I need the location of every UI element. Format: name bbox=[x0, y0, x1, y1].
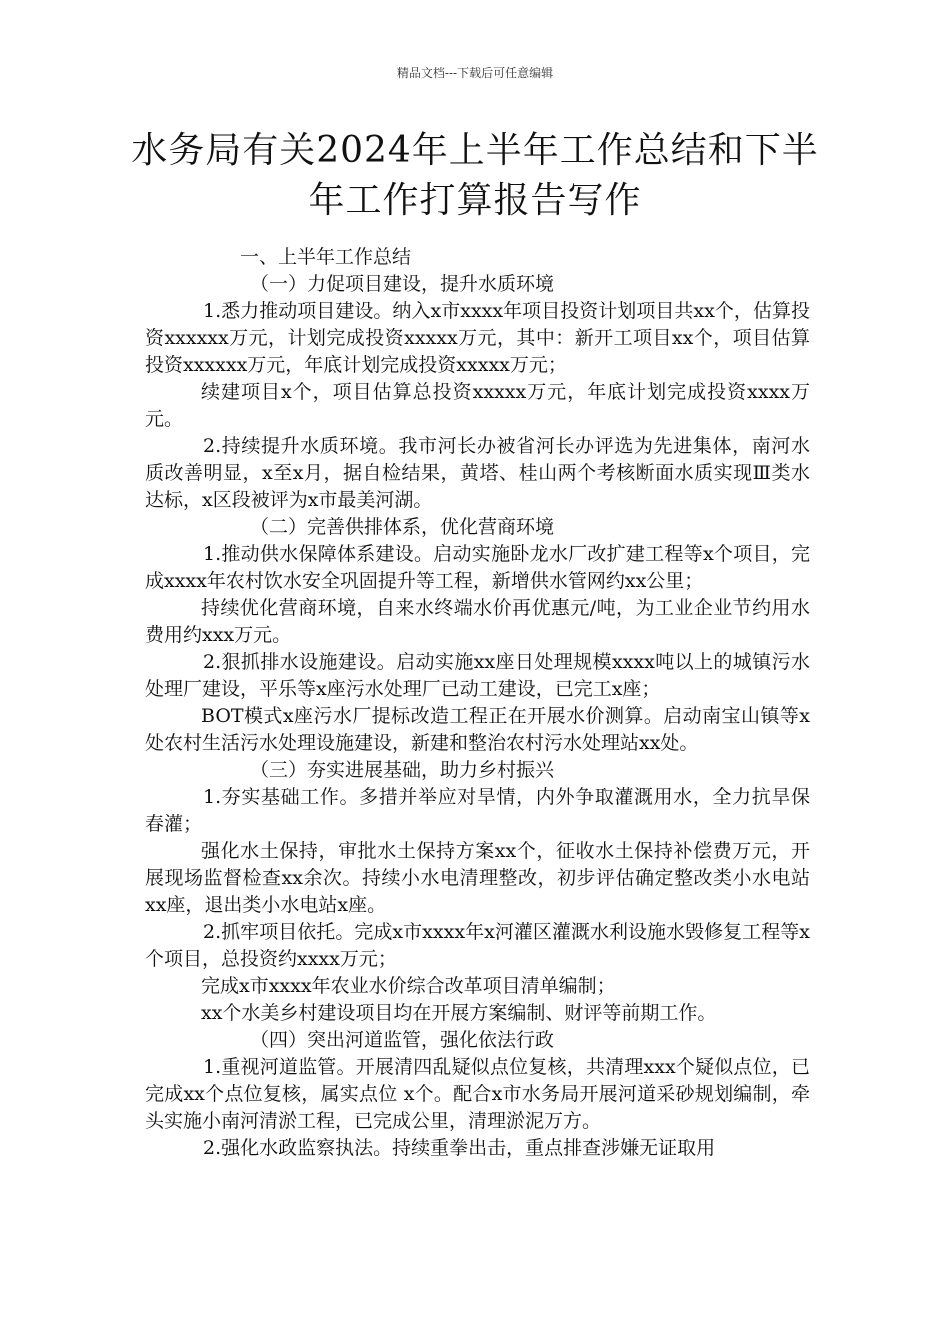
subsection-heading: （一）力促项目建设，提升水质环境 bbox=[250, 273, 555, 295]
paragraph: 1.夯实基础工作。多措并举应对旱情，内外争取灌溉用水，全力抗旱保春灌； bbox=[145, 786, 810, 835]
section-heading: 一、上半年工作总结 bbox=[240, 246, 412, 268]
paragraph: 2.持续提升水质环境。我市河长办被省河长办评选为先进集体，南河水质改善明显，x至x月，据自检结果，黄塔、桂山两个考核断面水质实现Ⅲ类水达标，x区段被评为x市最美河湖。 bbox=[145, 435, 810, 511]
paragraph: BOT模式x座污水厂提标改造工程正在开展水价测算。启动南宝山镇等x处农村生活污水处理设施建设，新建和整治农村污水处理站xx处。 bbox=[145, 705, 810, 754]
paragraph: xx个水美乡村建设项目均在开展方案编制、财评等前期工作。 bbox=[201, 1002, 717, 1024]
paragraph: 1.推动供水保障体系建设。启动实施卧龙水厂改扩建工程等x个项目，完成xxxx年农村饮水安全巩固提升等工程，新增供水管网约xx公里； bbox=[145, 543, 810, 592]
subsection-heading: （二）完善供排体系，优化营商环境 bbox=[250, 516, 555, 538]
subsection-heading: （三）夯实进展基础，助力乡村振兴 bbox=[250, 759, 555, 781]
subsection-heading: （四）突出河道监管，强化依法行政 bbox=[250, 1029, 555, 1051]
paragraph: 2.狠抓排水设施建设。启动实施xx座日处理规模xxxx吨以上的城镇污水处理厂建设，平乐等x座污水处理厂已动工建设，已完工x座； bbox=[145, 651, 810, 700]
paragraph: 1.悉力推动项目建设。纳入x市xxxx年项目投资计划项目共xx个，估算投资xxxxxx万元，计划完成投资xxxxx万元，其中：新开工项目xx个，项目估算投资xxxxxx万元，年底计划完成投资xxxxx万元； bbox=[145, 300, 810, 376]
document-body bbox=[145, 244, 810, 1162]
document-title: 水务局有关2024年上半年工作总结和下半年工作打算报告写作 bbox=[131, 130, 819, 221]
paragraph: 续建项目x个，项目估算总投资xxxxx万元，年底计划完成投资xxxx万元。 bbox=[145, 381, 810, 430]
paragraph: 2.强化水政监察执法。持续重拳出击，重点排查涉嫌无证取用 bbox=[203, 1137, 716, 1159]
paragraph: 2.抓牢项目依托。完成x市xxxx年x河灌区灌溉水利设施水毁修复工程等x个项目，总投资约xxxx万元； bbox=[145, 921, 810, 970]
header-note: 精品文档---下载后可任意编辑 bbox=[396, 66, 554, 80]
paragraph: 持续优化营商环境，自来水终端水价再优惠元/吨，为工业企业节约用水费用约xxx万元。 bbox=[145, 597, 810, 646]
paragraph: 强化水土保持，审批水土保持方案xx个，征收水土保持补偿费万元，开展现场监督检查xx余次。持续小水电清理整改，初步评估确定整改类小水电站xx座，退出类小水电站x座。 bbox=[145, 840, 810, 916]
paragraph: 1.重视河道监管。开展清四乱疑似点位复核，共清理xxx个疑似点位，已完成xx个点位复核，属实点位 x个。配合x市水务局开展河道采砂规划编制，牵头实施小南河清淤工程，已完成公里，清理淤泥万方。 bbox=[145, 1056, 810, 1132]
paragraph: 完成x市xxxx年农业水价综合改革项目清单编制； bbox=[201, 975, 616, 997]
